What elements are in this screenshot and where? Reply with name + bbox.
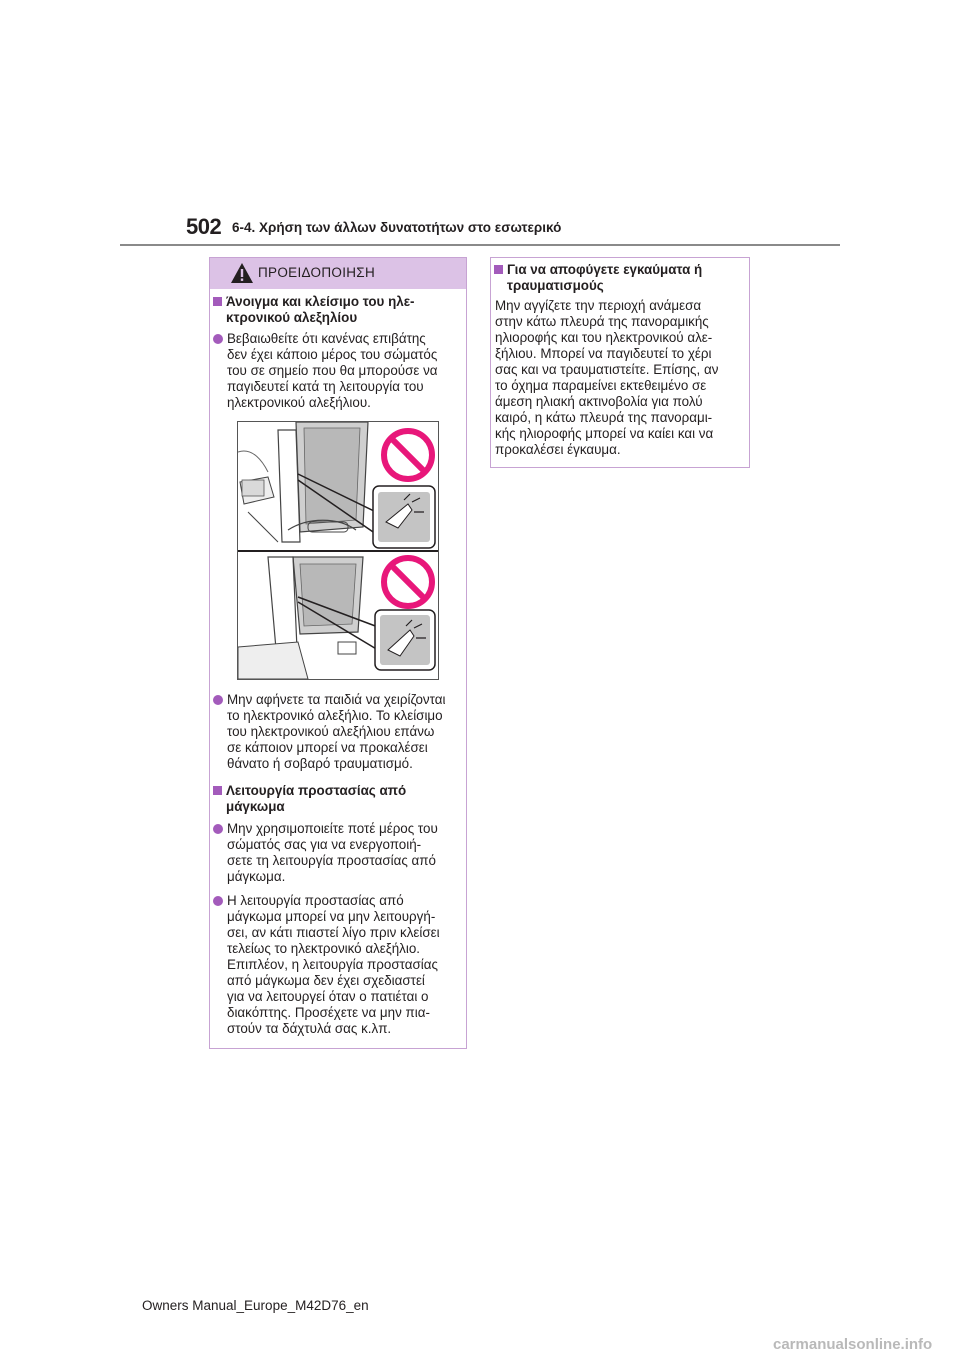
text-line: σας και να τραυματιστείτε. Επίσης, αν (495, 362, 719, 377)
text-line: μάγκωμα μπορεί να μην λειτουργή- (227, 909, 436, 924)
text-line: του σε σημείο που θα μπορούσε να (227, 363, 438, 378)
bullet-dot-icon (213, 824, 223, 834)
text-line: Μην χρησιμοποιείτε ποτέ μέρος του (227, 821, 438, 836)
burn-warning-body (495, 298, 718, 458)
text-line: Βεβαιωθείτε ότι κανένας επιβάτης (227, 331, 426, 346)
heading-line: μάγκωμα (226, 799, 285, 814)
text-line: προκαλέσει έγκαυμα. (495, 442, 621, 457)
illustration-drawing (238, 422, 438, 679)
heading-line: τραυματισμούς (507, 278, 604, 293)
square-bullet-icon (494, 265, 503, 274)
footer-text: Owners Manual_Europe_M42D76_en (142, 1298, 369, 1313)
square-bullet-icon (213, 786, 222, 795)
text-line: τελείως το ηλεκτρονικό αλεξήλιο. (227, 941, 421, 956)
text-line: θάνατο ή σοβαρό τραυματισμό. (227, 756, 413, 771)
text-line: ηλιοροφής και του ηλεκτρονικού αλε- (495, 330, 713, 345)
text-line: σει, αν κάτι πιαστεί λίγο πριν κλείσει (227, 925, 440, 940)
list-item (213, 893, 440, 1037)
section-heading-sunshade (213, 294, 415, 326)
text-line: το ηλεκτρονικό αλεξήλιο. Το κλείσιμο (227, 708, 443, 723)
header-divider (120, 244, 840, 246)
text-line: ηλεκτρονικού αλεξήλιου. (227, 395, 371, 410)
list-item (213, 692, 445, 772)
text-line: σώματός σας για να ενεργοποιή- (227, 837, 422, 852)
text-line: του ηλεκτρονικού αλεξήλιου επάνω (227, 724, 435, 739)
bullet-dot-icon (213, 334, 223, 344)
section-title: 6-4. Χρήση των άλλων δυνατοτήτων στο εσωτερικό (232, 220, 562, 235)
warning-triangle-icon (230, 262, 254, 284)
text-line: Επιπλέον, η λειτουργία προστασίας (227, 957, 438, 972)
text-line: Μην αγγίζετε την περιοχή ανάμεσα (495, 298, 702, 313)
text-line: για να λειτουργεί όταν ο πατιέται ο (227, 989, 429, 1004)
heading-line: κτρονικού αλεξηλίου (226, 310, 358, 325)
heading-line: Λειτουργία προστασίας από (226, 783, 407, 798)
sunshade-illustration (237, 421, 439, 680)
section-heading-jam-protection (213, 783, 406, 815)
text-line: ξήλιου. Μπορεί να παγιδευτεί το χέρι (495, 346, 712, 361)
square-bullet-icon (213, 297, 222, 306)
text-line: κής ηλιοροφής μπορεί να καίει και να (495, 426, 714, 441)
text-line: το όχημα παραμείνει εκτεθειμένο σε (495, 378, 707, 393)
text-line: άμεση ηλιακή ακτινοβολία για πολύ (495, 394, 703, 409)
list-item (213, 821, 438, 885)
text-line: Η λειτουργία προστασίας από (227, 893, 404, 908)
page-number: 502 (186, 214, 222, 239)
text-line: Μην αφήνετε τα παιδιά να χειρίζονται (227, 692, 446, 707)
text-line: δεν έχει κάποιο μέρος του σώματός (227, 347, 438, 362)
bullet-dot-icon (213, 896, 223, 906)
bullet-dot-icon (213, 695, 223, 705)
text-line: διακόπτης. Προσέχετε να μην πια- (227, 1005, 430, 1020)
text-line: παγιδευτεί κατά τη λειτουργία του (227, 379, 424, 394)
text-line: από μάγκωμα δεν έχει σχεδιαστεί (227, 973, 425, 988)
list-item (213, 331, 438, 411)
heading-line: Άνοιγμα και κλείσιμο του ηλε- (226, 294, 415, 309)
text-line: σετε τη λειτουργία προστασίας από (227, 853, 436, 868)
section-heading-burns (494, 262, 702, 294)
text-line: στην κάτω πλευρά της πανοραμικής (495, 314, 709, 329)
heading-line: Για να αποφύγετε εγκαύματα ή (507, 262, 703, 277)
text-line: καιρό, η κάτω πλευρά της πανοραμι- (495, 410, 713, 425)
text-line: σε κάποιον μπορεί να προκαλέσει (227, 740, 428, 755)
watermark[interactable]: carmanualsonline.info (773, 1336, 933, 1353)
warning-title: ΠΡΟΕΙΔΟΠΟΙΗΣΗ (258, 265, 375, 280)
warning-header (210, 258, 466, 289)
text-line: μάγκωμα. (227, 869, 286, 884)
text-line: στούν τα δάχτυλά σας κ.λπ. (227, 1021, 392, 1036)
